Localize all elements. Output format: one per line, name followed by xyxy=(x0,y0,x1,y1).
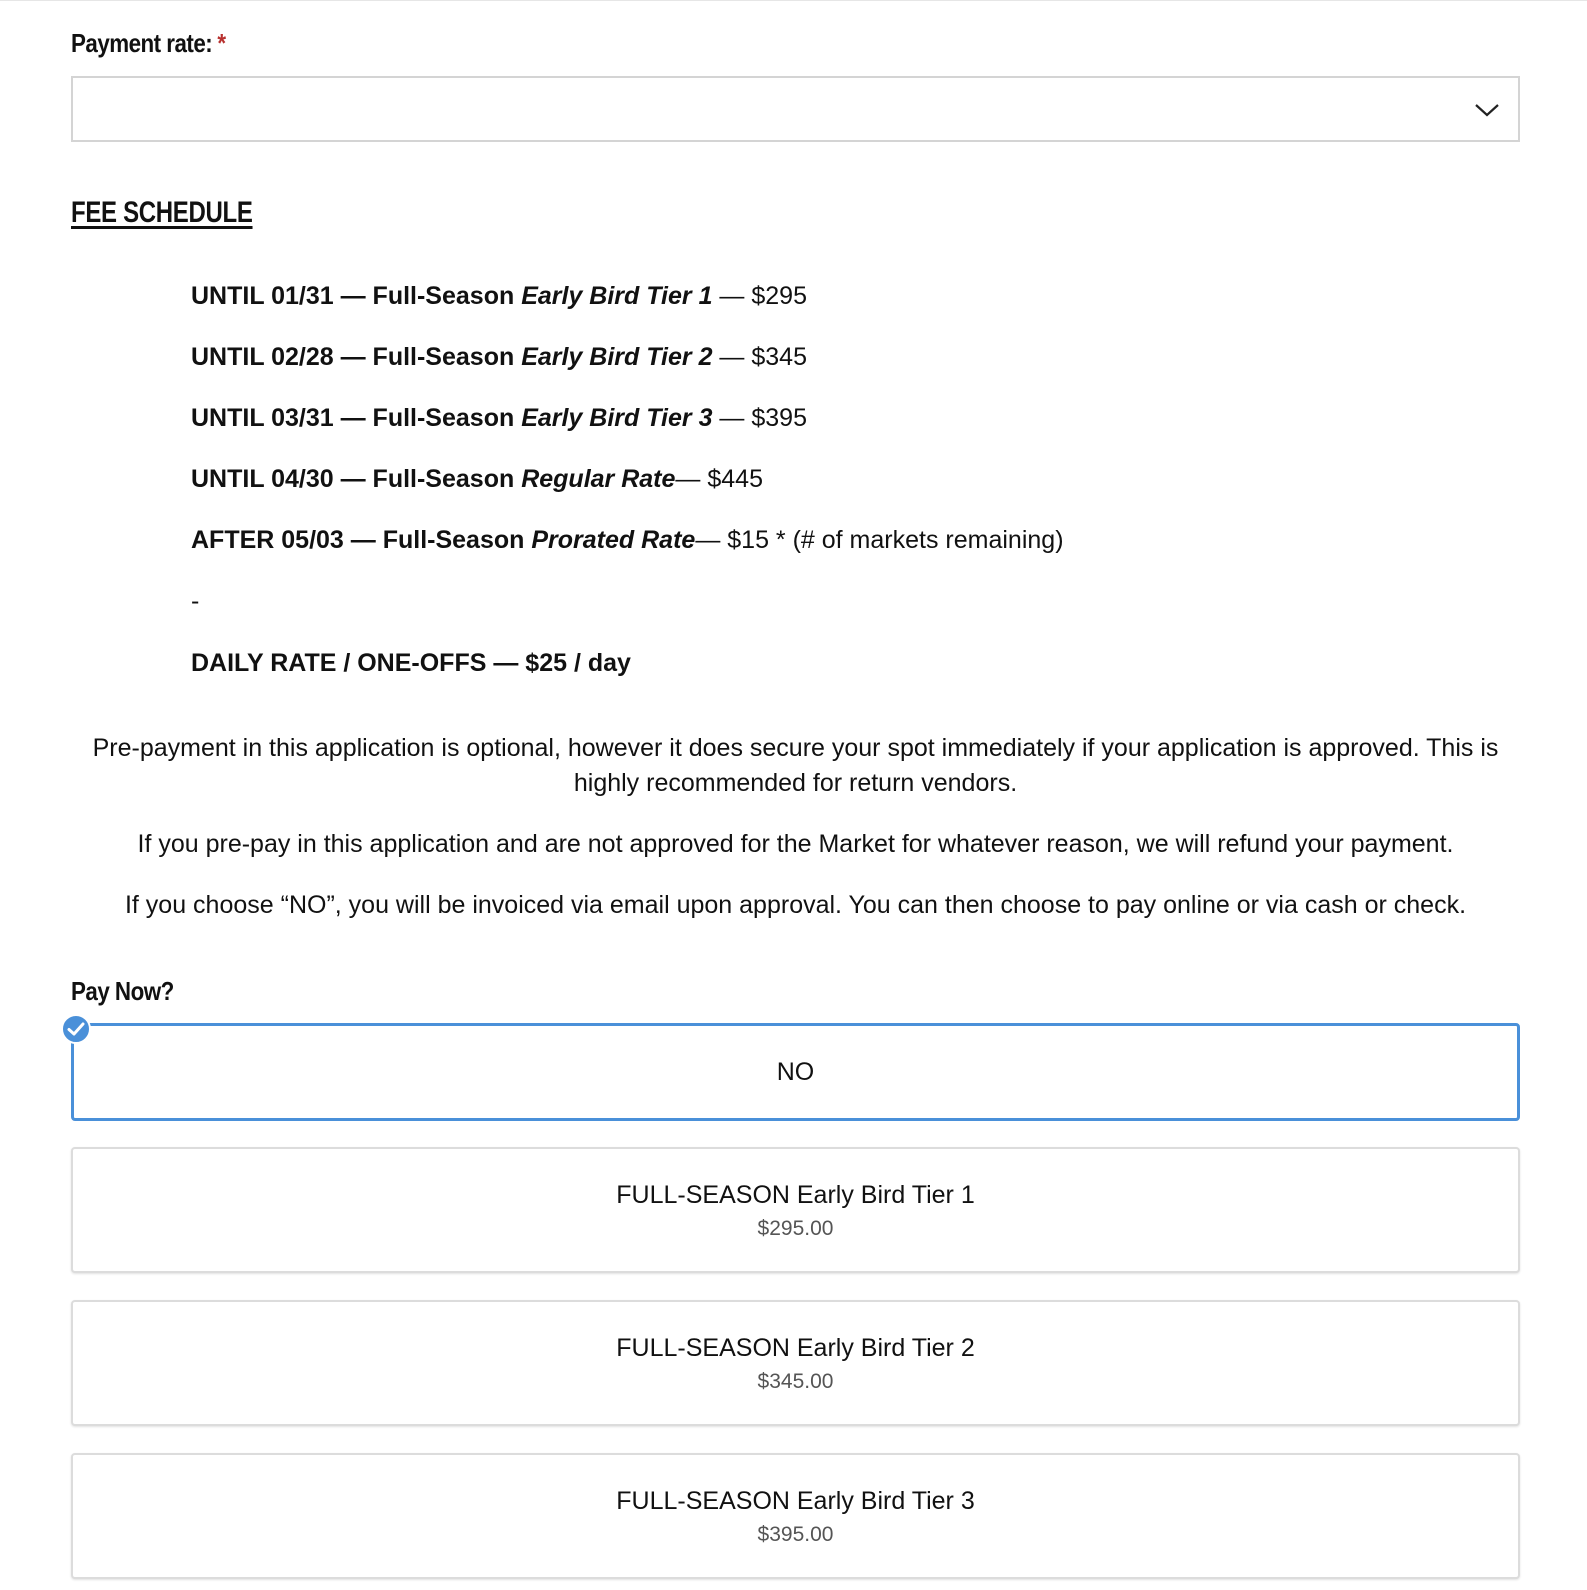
pay-now-option-no[interactable] xyxy=(71,1023,1520,1121)
fee-line-tier: Early Bird Tier 3 xyxy=(521,404,713,432)
fee-line xyxy=(191,526,1064,555)
fee-line-tier: Early Bird Tier 1 xyxy=(521,282,713,310)
fee-line xyxy=(191,465,763,494)
fee-line-price: — $295 xyxy=(712,282,807,310)
option-price: $295.00 xyxy=(757,1217,834,1240)
fee-line-price: — $445 xyxy=(675,465,763,493)
fee-line-price: — $15 * (# of markets remaining) xyxy=(695,526,1064,554)
fee-line xyxy=(191,343,807,372)
top-divider xyxy=(0,0,1587,1)
payment-rate-label xyxy=(71,28,226,59)
fee-line-price: — $345 xyxy=(712,343,807,371)
invoice-note: If you choose “NO”, you will be invoiced via email upon approval. You can then choose to pay online or via cash or check. xyxy=(124,891,1467,919)
fee-separator: - xyxy=(191,587,200,615)
fee-line-price: — $395 xyxy=(712,404,807,432)
option-title: FULL-SEASON Early Bird Tier 2 xyxy=(616,1334,975,1362)
option-price: $345.00 xyxy=(757,1370,834,1393)
pay-now-option-tier-1[interactable] xyxy=(71,1147,1520,1273)
fee-line-tier: Prorated Rate xyxy=(531,526,696,554)
check-circle-icon xyxy=(61,1014,91,1044)
fee-line-prefix: UNTIL 01/31 — Full-Season xyxy=(191,282,522,310)
pay-now-option-tier-3[interactable] xyxy=(71,1453,1520,1579)
daily-rate-line: DAILY RATE / ONE-OFFS — $25 / day xyxy=(191,649,631,677)
pay-now-option-tier-2[interactable] xyxy=(71,1300,1520,1426)
pay-now-label: Pay Now? xyxy=(71,976,174,1006)
refund-note: If you pre-pay in this application and are not approved for the Market for whatever reason, we will refund your payment. xyxy=(137,830,1454,858)
payment-rate-select[interactable] xyxy=(71,76,1520,142)
fee-line-prefix: UNTIL 03/31 — Full-Season xyxy=(191,404,522,432)
fee-line-prefix: AFTER 05/03 — Full-Season xyxy=(191,526,532,554)
option-title: FULL-SEASON Early Bird Tier 1 xyxy=(616,1181,975,1209)
fee-line-tier: Early Bird Tier 2 xyxy=(521,343,713,371)
option-price: $395.00 xyxy=(757,1523,834,1546)
required-indicator: * xyxy=(217,28,226,58)
fee-line xyxy=(191,282,807,311)
option-title: FULL-SEASON Early Bird Tier 3 xyxy=(616,1487,975,1515)
fee-line xyxy=(191,404,807,433)
prepayment-note: Pre-payment in this application is optional, however it does secure your spot immediately if your application is approved. This is highly recommended for return vendors. xyxy=(92,734,1499,797)
fee-line-prefix: UNTIL 04/30 — Full-Season xyxy=(191,465,522,493)
payment-rate-label-text: Payment rate: xyxy=(71,28,213,58)
fee-line-tier: Regular Rate xyxy=(521,465,676,493)
fee-schedule-title: FEE SCHEDULE xyxy=(71,196,253,229)
option-title: NO xyxy=(776,1058,815,1086)
fee-line-prefix: UNTIL 02/28 — Full-Season xyxy=(191,343,522,371)
chevron-down-icon[interactable] xyxy=(1474,100,1500,120)
